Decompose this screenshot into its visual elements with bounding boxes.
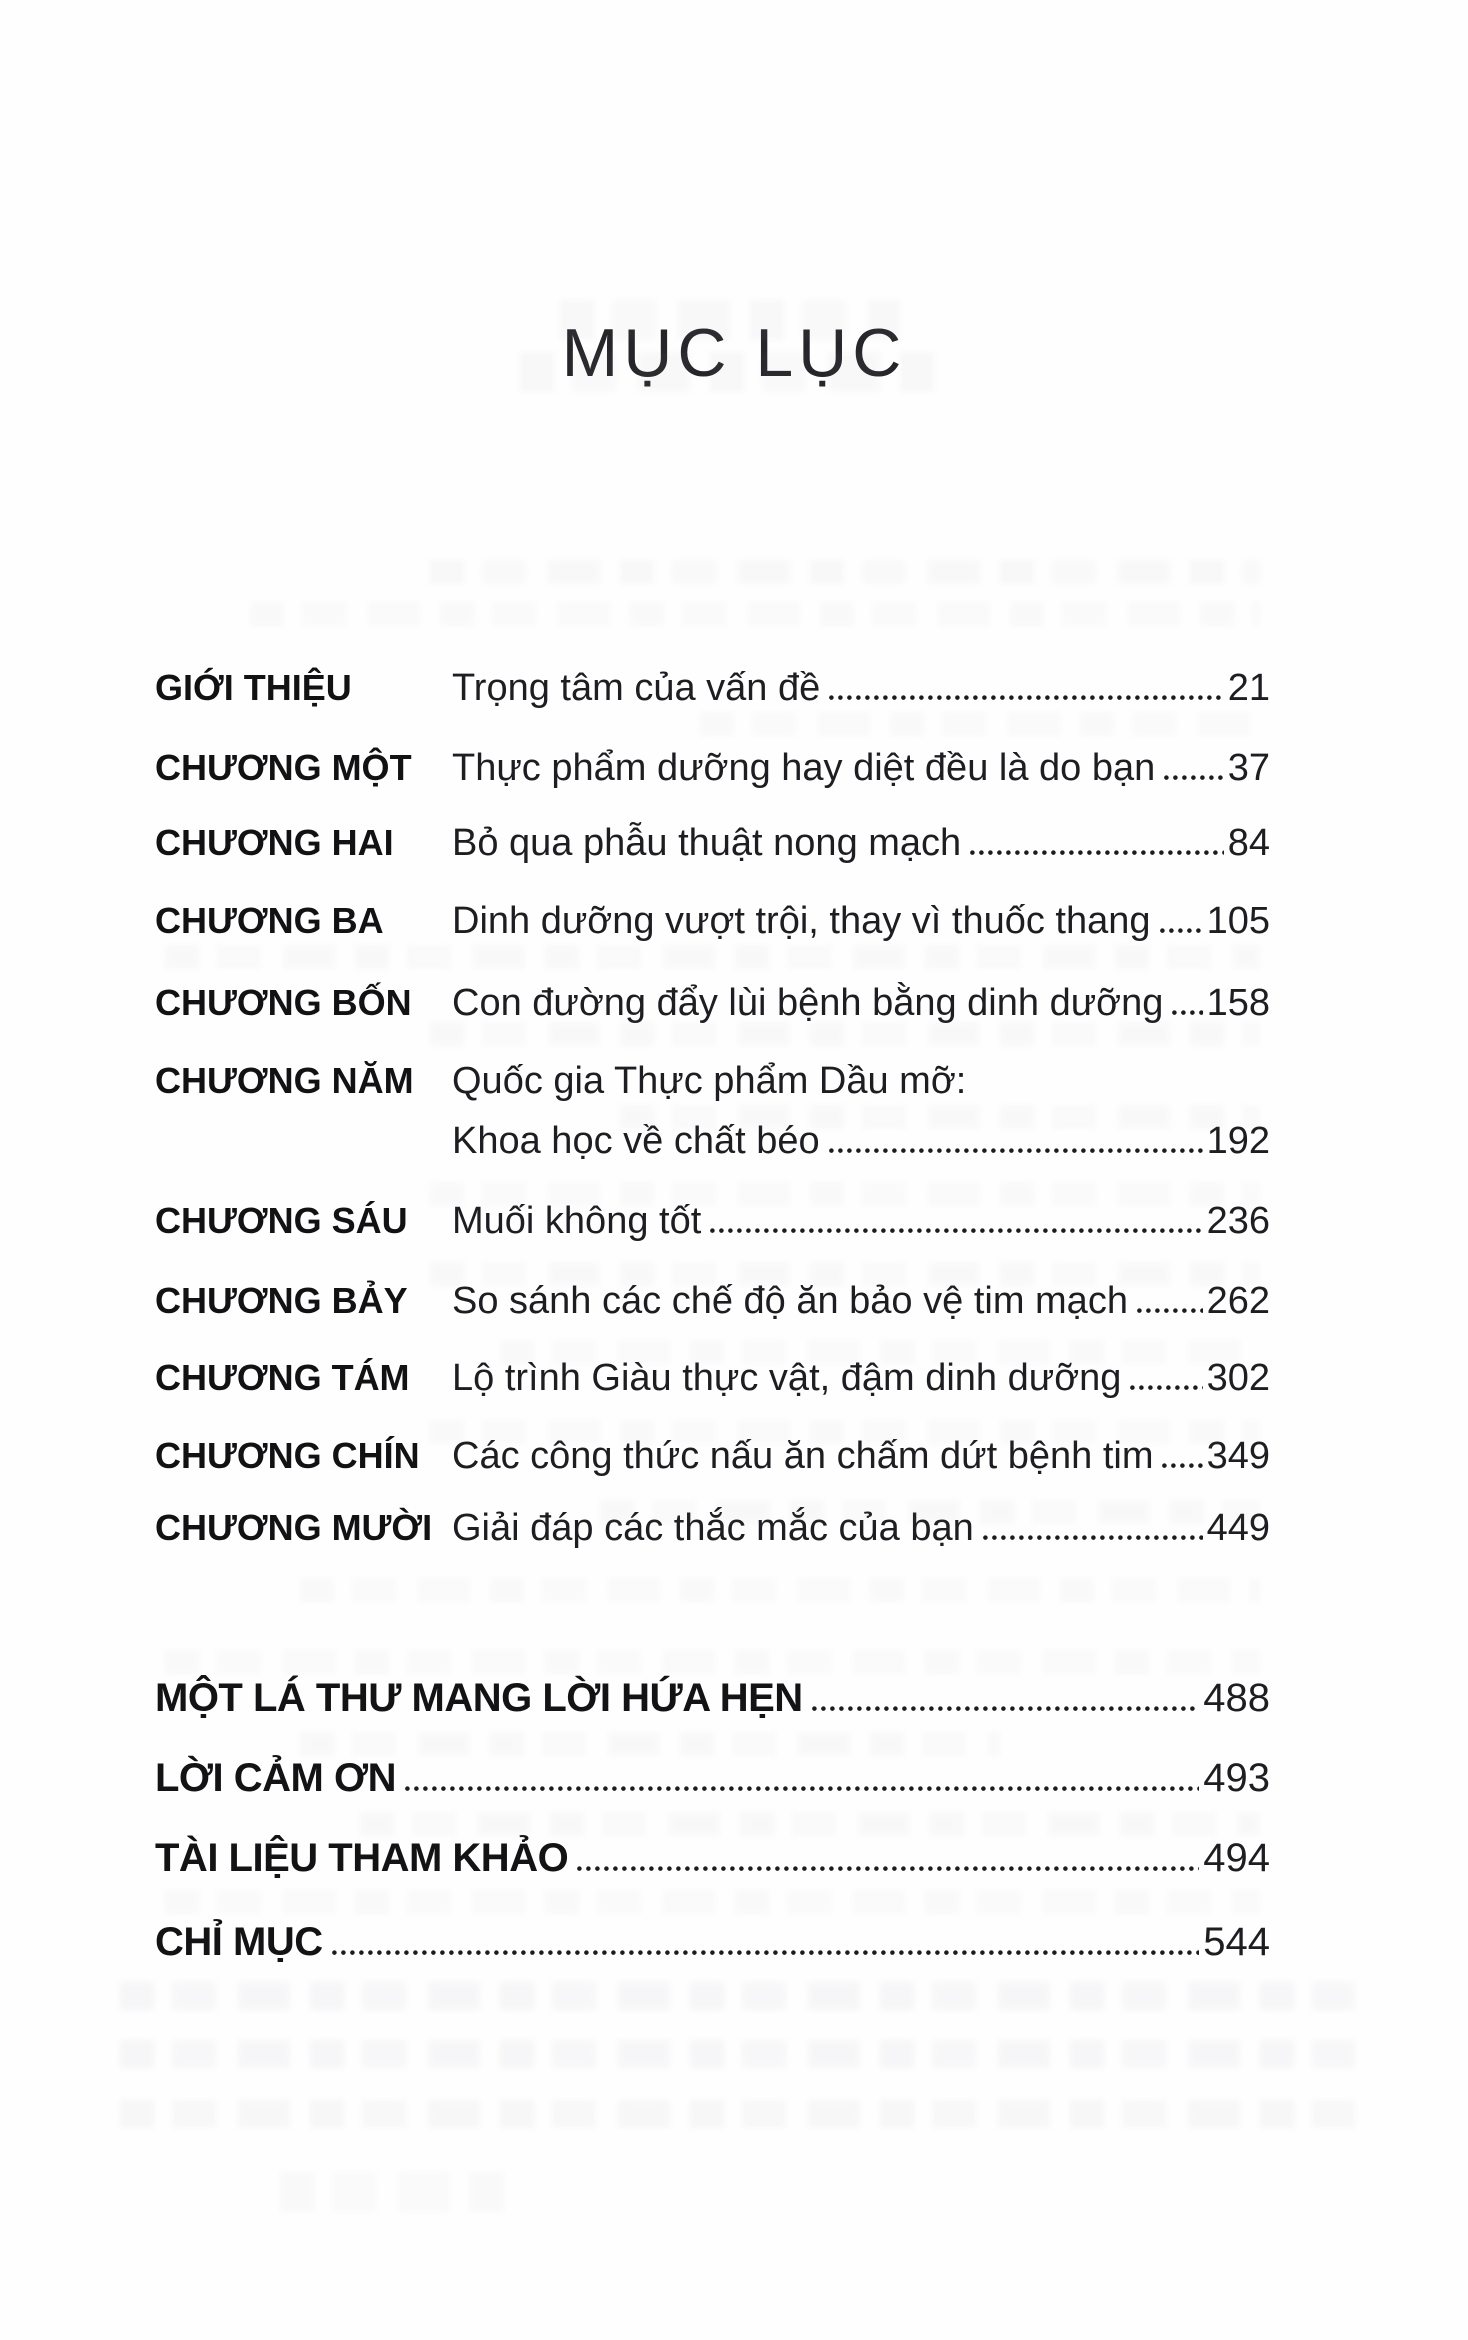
dot-leader: [1172, 1010, 1202, 1015]
chapter-title: Trọng tâm của vấn đề: [452, 667, 821, 709]
bleed-through-ghost: [300, 1732, 1000, 1756]
toc-row-tai-lieu-tham-khao: [155, 1836, 1270, 1881]
dot-leader: [970, 850, 1224, 855]
toc-row-chuong-nam-line1: [155, 1060, 1270, 1103]
toc-row-loi-cam-on: [155, 1756, 1270, 1801]
dot-leader: [332, 1950, 1200, 1955]
chapter-title-continued: Khoa học về chất béo: [452, 1120, 820, 1162]
chapter-title: Bỏ qua phẫu thuật nong mạch: [452, 822, 962, 864]
chapter-label: GIỚI THIỆU: [155, 667, 352, 708]
chapter-label: CHƯƠNG BỐN: [155, 982, 412, 1023]
chapter-title: So sánh các chế độ ăn bảo vệ tim mạch: [452, 1280, 1128, 1322]
page-number: 544: [1203, 1920, 1270, 1964]
chapter-title: Giải đáp các thắc mắc của bạn: [452, 1507, 974, 1549]
chapter-label: CHƯƠNG BẢY: [155, 1280, 408, 1321]
chapter-title: Con đường đẩy lùi bệnh bằng dinh dưỡng: [452, 982, 1164, 1024]
toc-row-chuong-chin: [155, 1435, 1270, 1478]
dot-leader: [1164, 775, 1223, 780]
chapter-label: CHƯƠNG BA: [155, 900, 384, 941]
chapter-label: CHƯƠNG HAI: [155, 822, 394, 863]
dot-leader: [1130, 1385, 1202, 1390]
chapter-label: CHƯƠNG MƯỜI: [155, 1507, 433, 1548]
dot-leader: [1160, 928, 1203, 933]
toc-row-gioi-thieu: [155, 667, 1270, 710]
dot-leader: [829, 695, 1223, 700]
page-number: 21: [1227, 667, 1270, 709]
toc-row-chuong-nam-line2: [155, 1120, 1270, 1163]
toc-row-thu-hua-hen: [155, 1676, 1270, 1721]
bleed-through-ghost: [120, 2040, 1355, 2068]
page-number: 37: [1227, 747, 1270, 789]
page-number: 494: [1203, 1836, 1270, 1880]
page-number: 236: [1206, 1200, 1270, 1242]
back-matter-label: MỘT LÁ THƯ MANG LỜI HỨA HẸN: [155, 1676, 803, 1720]
chapter-label: CHƯƠNG SÁU: [155, 1200, 408, 1241]
chapter-label: CHƯƠNG NĂM: [155, 1060, 414, 1101]
page-number: 493: [1203, 1756, 1270, 1800]
page-number: 262: [1206, 1280, 1270, 1322]
page-number: 192: [1206, 1120, 1270, 1162]
page-title: MỤC LỤC: [561, 315, 907, 391]
toc-row-chuong-hai: [155, 822, 1270, 865]
chapter-title: Muối không tốt: [452, 1200, 702, 1242]
toc-row-chuong-muoi: [155, 1507, 1270, 1550]
dot-leader: [983, 1535, 1203, 1540]
toc-row-chi-muc: [155, 1920, 1270, 1965]
dot-leader: [710, 1228, 1202, 1233]
toc-row-chuong-bon: [155, 982, 1270, 1025]
bleed-through-ghost: [165, 1650, 1260, 1674]
bleed-through-ghost: [280, 2172, 510, 2212]
chapter-label: CHƯƠNG TÁM: [155, 1357, 410, 1398]
chapter-title: Dinh dưỡng vượt trội, thay vì thuốc thang: [452, 900, 1151, 942]
page-number: 84: [1227, 822, 1270, 864]
toc-row-chuong-sau: [155, 1200, 1270, 1243]
bleed-through-ghost: [120, 1982, 1355, 2010]
bleed-through-ghost: [430, 1022, 1260, 1046]
page-number: 105: [1206, 900, 1270, 942]
back-matter-label: CHỈ MỤC: [155, 1920, 323, 1964]
bleed-through-ghost: [165, 945, 1260, 969]
toc-row-chuong-mot: [155, 747, 1270, 790]
page-number: 449: [1206, 1507, 1270, 1549]
page-number: 349: [1206, 1435, 1270, 1477]
dot-leader: [405, 1786, 1199, 1791]
chapter-title: Quốc gia Thực phẩm Dầu mỡ:: [452, 1060, 967, 1102]
toc-row-chuong-ba: [155, 900, 1270, 943]
toc-row-chuong-bay: [155, 1280, 1270, 1323]
page-number: 302: [1206, 1357, 1270, 1399]
chapter-label: CHƯƠNG MỘT: [155, 747, 412, 788]
chapter-label: CHƯƠNG CHÍN: [155, 1435, 420, 1476]
chapter-title: Các công thức nấu ăn chấm dứt bệnh tim: [452, 1435, 1154, 1477]
bleed-through-ghost: [360, 1812, 1260, 1836]
bleed-through-ghost: [300, 1578, 1260, 1602]
bleed-through-ghost: [430, 560, 1260, 584]
chapter-title: Lộ trình Giàu thực vật, đậm dinh dưỡng: [452, 1357, 1122, 1399]
bleed-through-ghost: [250, 602, 1260, 626]
back-matter-label: TÀI LIỆU THAM KHẢO: [155, 1836, 569, 1880]
dot-leader: [829, 1148, 1203, 1153]
bleed-through-ghost: [120, 2100, 1355, 2128]
dot-leader: [812, 1706, 1200, 1711]
dot-leader: [577, 1866, 1199, 1871]
bleed-through-ghost: [700, 712, 1260, 736]
chapter-title: Thực phẩm dưỡng hay diệt đều là do bạn: [452, 747, 1156, 789]
toc-row-chuong-tam: [155, 1357, 1270, 1400]
dot-leader: [1137, 1308, 1203, 1313]
dot-leader: [1162, 1463, 1202, 1468]
page-number: 488: [1203, 1676, 1270, 1720]
back-matter-label: LỜI CẢM ƠN: [155, 1756, 396, 1800]
page-number: 158: [1206, 982, 1270, 1024]
bleed-through-ghost: [165, 1890, 1260, 1914]
